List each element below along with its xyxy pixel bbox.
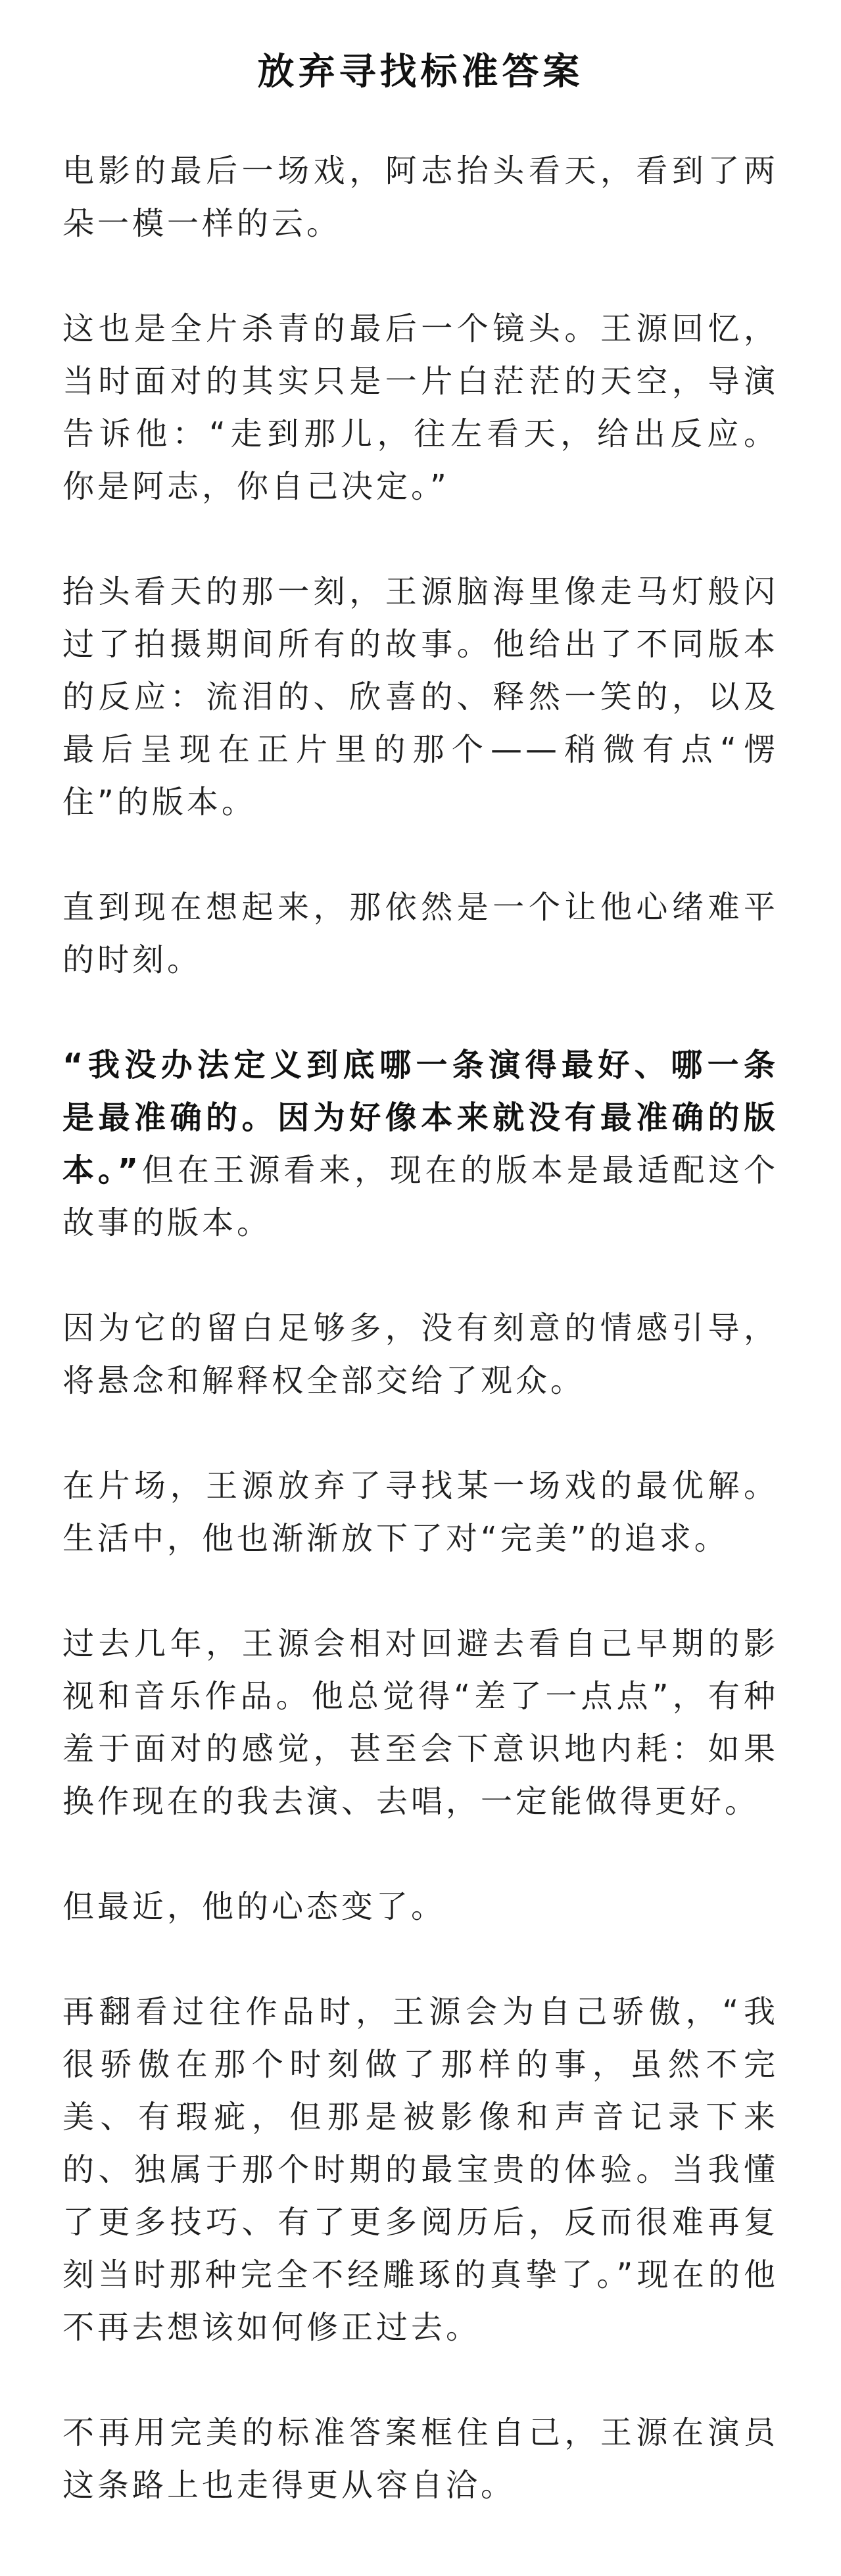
paragraph: 但最近，他的心态变了。 (62, 1888, 446, 1925)
paragraph-text: 但在王源看来，现在的版本是最适配这个故事的版本。 (62, 1152, 779, 1241)
bold-quote: “我没办法定义到底哪一条演得最好、哪一条是最准确的。因为好像本来就没有最准确的版本。” (62, 1047, 779, 1189)
paragraph-with-quote (62, 1039, 779, 1249)
article-title: 放弃寻找标准答案 (257, 51, 584, 93)
paragraph: 在片场，王源放弃了寻找某一场戏的最优解。生活中，他也渐渐放下了对“完美”的追求。 (62, 1467, 779, 1557)
paragraph: 电影的最后一场戏，阿志抬头看天，看到了两朵一模一样的云。 (62, 153, 779, 242)
paragraph: 抬头看天的那一刻，王源脑海里像走马灯般闪过了拍摄期间所有的故事。他给出了不同版本的反应：流泪的、欣喜的、释然一笑的，以及最后呈现在正片里的那个——稍微有点“愣住”的版本。 (62, 573, 779, 821)
paragraph: 再翻看过往作品时，王源会为自己骄傲，“我很骄傲在那个时刻做了那样的事，虽然不完美、有瑕疵，但那是被影像和声音记录下来的、独属于那个时期的最宝贵的体验。当我懂了更多技巧、有了更多阅历后，反而很难再复刻当时那种完全不经雕琢的真挚了。”现在的他不再去想该如何修正过去。 (62, 1993, 779, 2346)
paragraph: 直到现在想起来，那依然是一个让他心绪难平的时刻。 (62, 889, 779, 978)
paragraph: 这也是全片杀青的最后一个镜头。王源回忆，当时面对的其实只是一片白茫茫的天空，导演告诉他：“走到那儿，往左看天，给出反应。你是阿志，你自己决定。” (62, 310, 779, 505)
paragraph: 过去几年，王源会相对回避去看自己早期的影视和音乐作品。他总觉得“差了一点点”，有种羞于面对的感觉，甚至会下意识地内耗：如果换作现在的我去演、去唱，一定能做得更好。 (62, 1625, 779, 1820)
paragraph: 因为它的留白足够多，没有刻意的情感引导，将悬念和解释权全部交给了观众。 (62, 1310, 779, 1399)
paragraph: 不再用完美的标准答案框住自己，王源在演员这条路上也走得更从容自洽。 (62, 2414, 779, 2504)
